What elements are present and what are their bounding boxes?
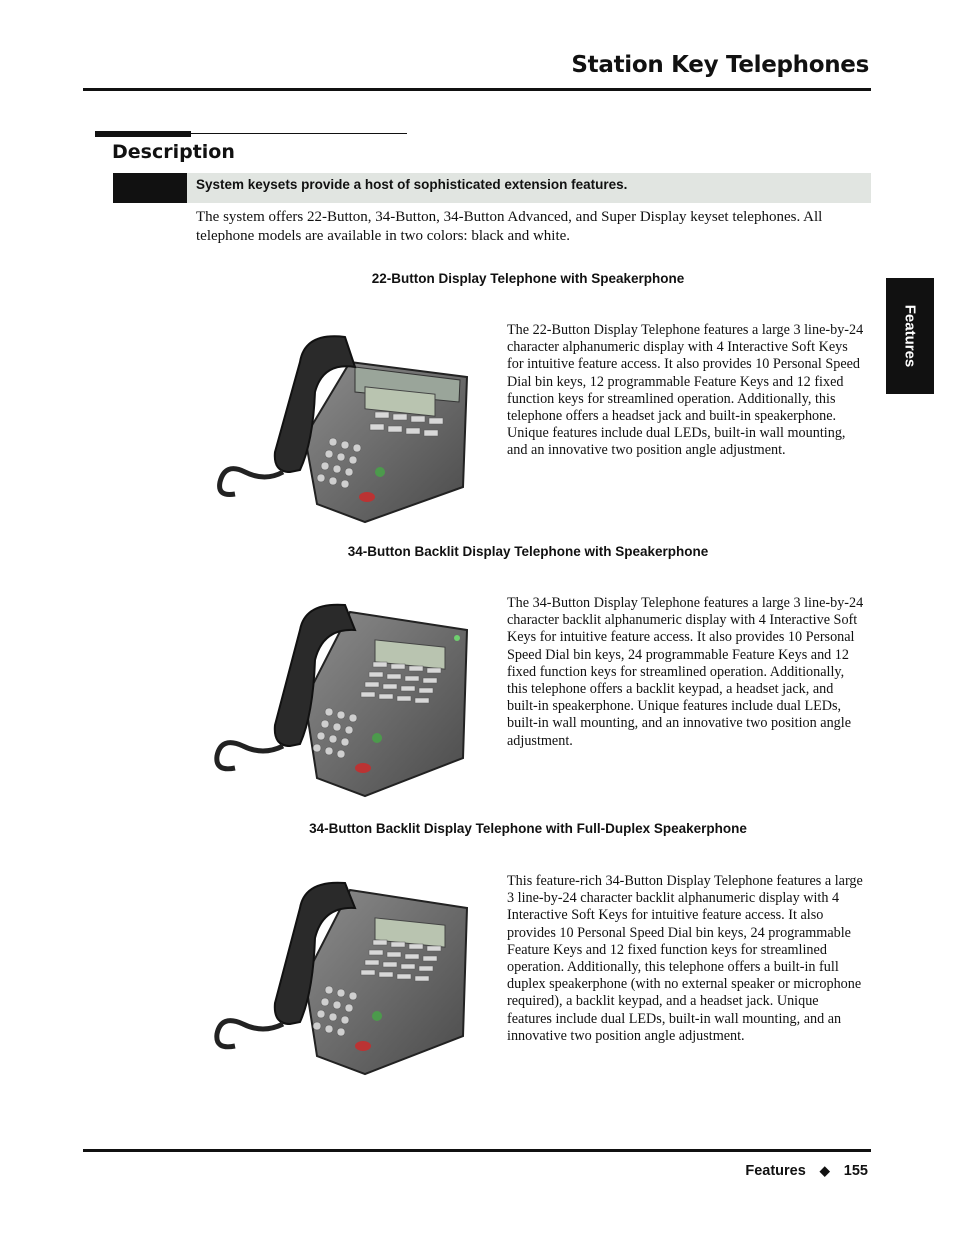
section-rule-thin xyxy=(95,133,407,134)
title-rule xyxy=(83,88,871,91)
footer-rule xyxy=(83,1149,871,1152)
page-title: Station Key Telephones xyxy=(571,52,869,78)
section-rule-thick xyxy=(95,131,191,137)
footer xyxy=(745,1163,868,1179)
side-tab-label: Features xyxy=(901,304,919,368)
phone-2-heading: 34-Button Backlit Display Telephone with Speakerphone xyxy=(347,544,709,559)
phone-22-button-image xyxy=(205,322,487,528)
phone-3-heading: 34-Button Backlit Display Telephone with Full-Duplex Speakerphone xyxy=(309,821,747,836)
phone-1-heading: 22-Button Display Telephone with Speakerphone xyxy=(371,271,685,286)
phone-34-button-full-duplex-image xyxy=(205,878,487,1084)
summary-text: System keysets provide a host of sophisticated extension features. xyxy=(196,177,628,192)
section-heading: Description xyxy=(112,141,235,163)
phone-1-description: The 22-Button Display Telephone features a large 3 line-by-24 character alphanumeric display with 4 Interactive Soft Keys for intuitive feature access. It also provides 10 Personal Speed Dial bin keys, 12 programmable Feature Keys and 12 fixed function keys for streamlined operation. Additionally, this telephone offers a headset jack and built-in speakerphone. Unique features include dual LEDs, built-in wall mounting, and an innovative two position angle adjustment. xyxy=(507,322,864,459)
phone-2-description: The 34-Button Display Telephone features a large 3 line-by-24 character backlit alphanumeric display with 4 Interactive Soft Keys for intuitive feature access. It also provides 10 Personal Speed Dial bin keys, 24 programmable Feature Keys and 12 fixed function keys for streamlined operation. Additionally, this telephone offers a backlit keypad, a headset jack, and built-in speakerphone. Unique features include dual LEDs, built-in wall mounting, and an innovative two position angle adjustment. xyxy=(507,595,864,749)
diamond-icon: ◆ xyxy=(819,1163,830,1178)
footer-page-number: 155 xyxy=(843,1163,868,1179)
footer-section: Features xyxy=(745,1163,806,1179)
side-tab-features xyxy=(886,278,934,394)
phone-34-button-image xyxy=(205,600,487,806)
summary-band-marker xyxy=(113,173,187,203)
intro-paragraph: The system offers 22-Button, 34-Button, 34-Button Advanced, and Super Display keyset telephones. All telephone models are available in two colors: black and white. xyxy=(196,209,823,244)
phone-3-description: This feature-rich 34-Button Display Telephone features a large 3 line-by-24 character backlit alphanumeric display with 4 Interactive Soft Keys for intuitive feature access. It also provides 10 Personal Speed Dial bin keys, 24 programmable Feature Keys and 12 fixed function keys for streamlined operation. Additionally, this telephone offers a built-in full duplex speakerphone (with no external speaker or microphone required), a backlit keypad, and a headset jack. Unique features include dual LEDs, built-in wall mounting, and an innovative two position angle adjustment. xyxy=(507,873,863,1044)
